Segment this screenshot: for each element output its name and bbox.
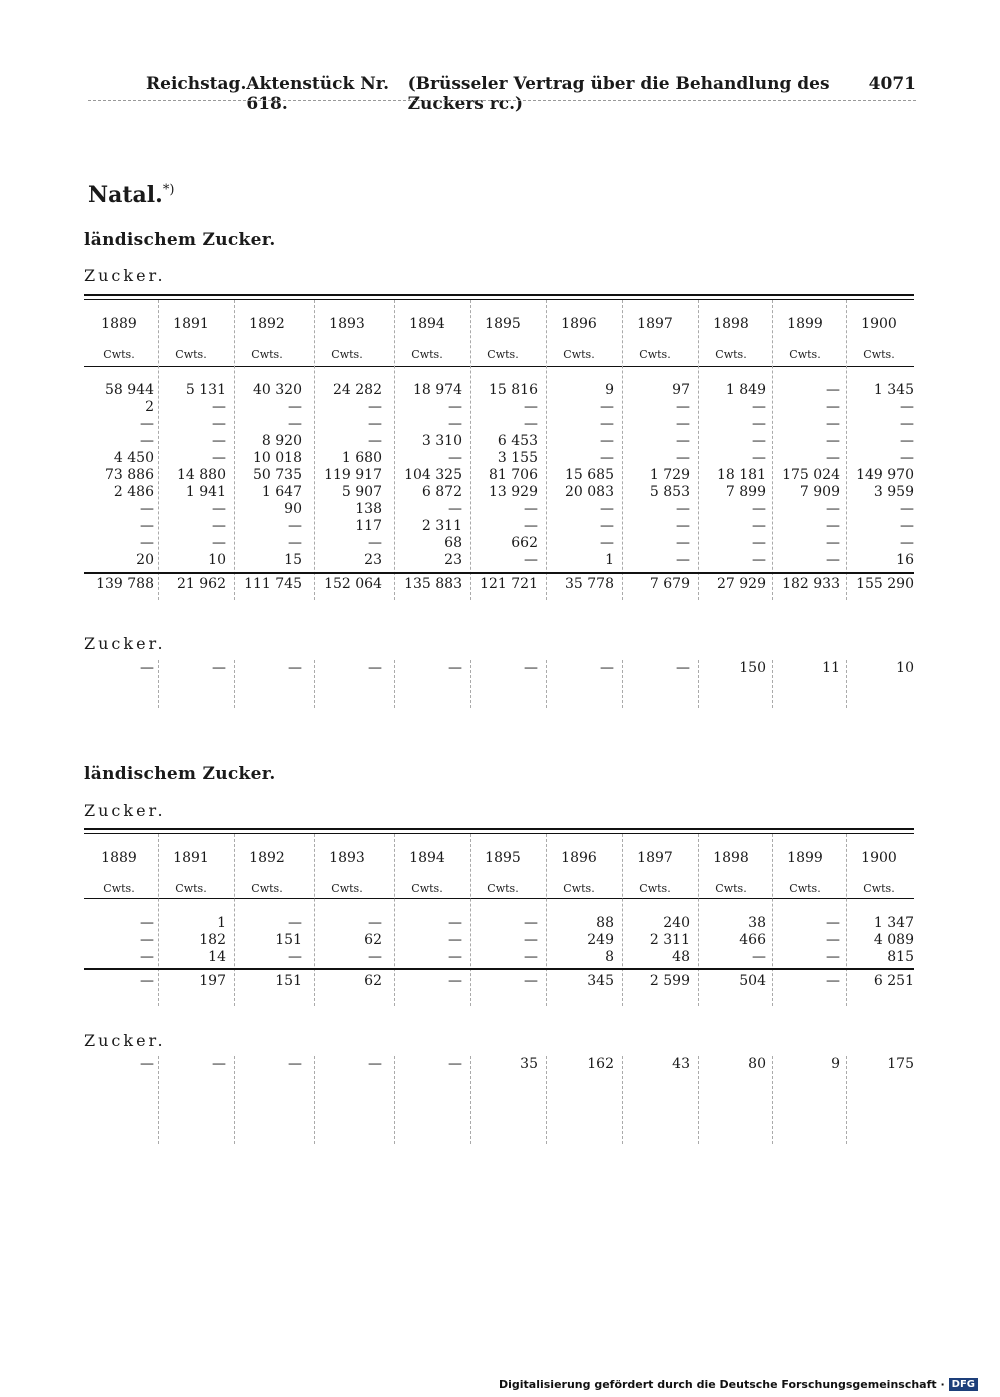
data-row-cell: 5 907 xyxy=(341,484,382,500)
data-row-cell: 3 155 xyxy=(497,450,538,466)
data-row-cell: — xyxy=(600,399,614,415)
data-row-cell: — xyxy=(140,949,154,965)
sub2-row-cell: 175 xyxy=(887,1056,914,1072)
data-row-cell: 9 xyxy=(605,382,614,398)
data-row-cell: 16 xyxy=(896,552,914,568)
data-row-cell: — xyxy=(676,399,690,415)
year-header: 1893 xyxy=(329,850,365,866)
totals-rule xyxy=(84,968,914,970)
data-row xyxy=(84,949,914,966)
data-row-cell: — xyxy=(524,518,538,534)
data-row-cell: — xyxy=(676,518,690,534)
unit-header: Cwts. xyxy=(863,882,895,895)
totals-row-cell: 121 721 xyxy=(480,576,538,592)
data-row-cell: 50 735 xyxy=(253,467,302,483)
data-row-cell: — xyxy=(752,450,766,466)
data-row-cell: — xyxy=(368,433,382,449)
data-row-cell: 2 xyxy=(145,399,154,415)
unit-header: Cwts. xyxy=(175,348,207,361)
data-row-cell: — xyxy=(212,501,226,517)
data-row-cell: 10 018 xyxy=(253,450,302,466)
data-row-cell: — xyxy=(752,535,766,551)
data-row-cell: 1 647 xyxy=(261,484,302,500)
data-row-cell: 90 xyxy=(284,501,302,517)
footnote-mark: *) xyxy=(162,182,175,198)
data-row-cell: — xyxy=(140,518,154,534)
data-row-cell: — xyxy=(900,535,914,551)
unit-header: Cwts. xyxy=(331,882,363,895)
data-row-cell: — xyxy=(826,433,840,449)
data-row-cell: 88 xyxy=(596,915,614,931)
data-row-cell: 1 347 xyxy=(873,915,914,931)
data-row-cell: — xyxy=(676,535,690,551)
data-row-cell: — xyxy=(288,416,302,432)
year-header: 1894 xyxy=(409,316,445,332)
totals-row-cell: — xyxy=(140,973,154,989)
year-header: 1892 xyxy=(249,850,285,866)
data-row-cell: — xyxy=(368,535,382,551)
data-row xyxy=(84,467,914,484)
data-row xyxy=(84,501,914,518)
data-row-cell: — xyxy=(140,501,154,517)
unit-header: Cwts. xyxy=(715,348,747,361)
data-row-cell: 6 872 xyxy=(421,484,462,500)
data-row-cell: 23 xyxy=(364,552,382,568)
data-row-cell: 175 024 xyxy=(782,467,840,483)
totals-row-cell: — xyxy=(524,973,538,989)
data-row-cell: — xyxy=(140,915,154,931)
data-row-cell: — xyxy=(212,399,226,415)
block1-table xyxy=(84,294,914,604)
sub2-row-cell: 11 xyxy=(822,660,840,676)
year-header: 1900 xyxy=(861,850,897,866)
year-header: 1900 xyxy=(861,316,897,332)
sub2-row-cell: 35 xyxy=(520,1056,538,1072)
running-head-middle: Aktenstück Nr. 618. xyxy=(246,74,390,114)
data-row-cell: 1 941 xyxy=(185,484,226,500)
data-row-cell: 14 xyxy=(208,949,226,965)
year-header: 1896 xyxy=(561,850,597,866)
data-row-cell: 1 729 xyxy=(649,467,690,483)
data-row-cell: 5 853 xyxy=(649,484,690,500)
sub2-row xyxy=(84,660,914,677)
data-row-cell: 20 083 xyxy=(565,484,614,500)
data-row-cell: — xyxy=(368,416,382,432)
unit-header: Cwts. xyxy=(487,882,519,895)
sub2-row-cell: 80 xyxy=(748,1056,766,1072)
block1-subheading: Zucker. xyxy=(84,266,166,285)
data-row-cell: 14 880 xyxy=(177,467,226,483)
block2-table xyxy=(84,828,914,1008)
header-bottom-rule xyxy=(84,898,914,899)
data-row-cell: — xyxy=(448,450,462,466)
data-row-cell: — xyxy=(212,416,226,432)
block1-heading: ländischem Zucker. xyxy=(84,230,276,250)
data-row xyxy=(84,382,914,399)
sub2-row-cell: — xyxy=(524,660,538,676)
data-row-cell: — xyxy=(600,535,614,551)
data-row-cell: 1 xyxy=(605,552,614,568)
data-row-cell: — xyxy=(448,501,462,517)
data-row-cell: — xyxy=(212,450,226,466)
block1-sub2-heading: Zucker. xyxy=(84,634,166,653)
year-header: 1892 xyxy=(249,316,285,332)
data-row-cell: 182 xyxy=(199,932,226,948)
data-row-cell: — xyxy=(368,399,382,415)
data-row-cell: 18 974 xyxy=(413,382,462,398)
sub2-row-cell: 9 xyxy=(831,1056,840,1072)
data-row-cell: — xyxy=(900,416,914,432)
data-row-cell: — xyxy=(448,949,462,965)
unit-header: Cwts. xyxy=(639,348,671,361)
data-row-cell: — xyxy=(524,552,538,568)
data-row-cell: — xyxy=(368,949,382,965)
data-row-cell: — xyxy=(900,399,914,415)
header-bottom-rule xyxy=(84,366,914,367)
data-row xyxy=(84,552,914,569)
sub2-row-cell: — xyxy=(212,660,226,676)
totals-rule xyxy=(84,572,914,574)
year-header: 1899 xyxy=(787,850,823,866)
sub2-row-cell: — xyxy=(676,660,690,676)
data-row-cell: — xyxy=(448,915,462,931)
sub2-row xyxy=(84,1056,914,1073)
data-row-cell: — xyxy=(676,416,690,432)
data-row-cell: — xyxy=(140,416,154,432)
unit-header: Cwts. xyxy=(175,882,207,895)
data-row-cell: 7 899 xyxy=(725,484,766,500)
unit-header: Cwts. xyxy=(411,882,443,895)
sub2-row-cell: 150 xyxy=(739,660,766,676)
totals-row-cell: 35 778 xyxy=(565,576,614,592)
data-row-cell: — xyxy=(524,932,538,948)
data-row-cell: — xyxy=(140,535,154,551)
block2-sub2-table xyxy=(84,1056,914,1146)
data-row-cell: — xyxy=(600,416,614,432)
data-row-cell: — xyxy=(826,382,840,398)
data-row xyxy=(84,433,914,450)
data-row-cell: 2 311 xyxy=(421,518,462,534)
data-row-cell: — xyxy=(826,399,840,415)
data-row-cell: 8 xyxy=(605,949,614,965)
data-row-cell: 4 089 xyxy=(873,932,914,948)
data-row-cell: — xyxy=(826,501,840,517)
totals-row-cell: 182 933 xyxy=(782,576,840,592)
data-row-cell: — xyxy=(826,932,840,948)
data-row-cell: 117 xyxy=(355,518,382,534)
data-row-cell: 38 xyxy=(748,915,766,931)
data-row-cell: 13 929 xyxy=(489,484,538,500)
data-row-cell: — xyxy=(676,433,690,449)
data-row xyxy=(84,416,914,433)
data-row-cell: 4 450 xyxy=(113,450,154,466)
unit-header: Cwts. xyxy=(103,882,135,895)
totals-row-cell: 197 xyxy=(199,973,226,989)
data-row-cell: — xyxy=(900,433,914,449)
data-row xyxy=(84,450,914,467)
data-row-cell: 15 xyxy=(284,552,302,568)
sub2-row-cell: — xyxy=(288,1056,302,1072)
data-row-cell: — xyxy=(288,949,302,965)
data-row-cell: — xyxy=(600,518,614,534)
data-row-cell: 119 917 xyxy=(324,467,382,483)
year-header: 1896 xyxy=(561,316,597,332)
block2-sub2-heading: Zucker. xyxy=(84,1031,166,1050)
data-row-cell: — xyxy=(448,932,462,948)
data-row-cell: 10 xyxy=(208,552,226,568)
data-row-cell: 151 xyxy=(275,932,302,948)
sub2-row-cell: — xyxy=(212,1056,226,1072)
data-row-cell: — xyxy=(448,416,462,432)
data-row xyxy=(84,518,914,535)
data-row-cell: — xyxy=(600,450,614,466)
data-row-cell: 240 xyxy=(663,915,690,931)
year-header: 1889 xyxy=(101,316,137,332)
data-row-cell: — xyxy=(600,433,614,449)
sub2-row-cell: — xyxy=(140,660,154,676)
data-row-cell: 24 282 xyxy=(333,382,382,398)
data-row-cell: 97 xyxy=(672,382,690,398)
sub2-row-cell: 162 xyxy=(587,1056,614,1072)
year-header: 1898 xyxy=(713,850,749,866)
unit-header: Cwts. xyxy=(103,348,135,361)
data-row-cell: 1 680 xyxy=(341,450,382,466)
year-header-row xyxy=(84,316,914,333)
page-number: 4071 xyxy=(868,74,916,94)
sub2-row-cell: — xyxy=(288,660,302,676)
data-row-cell: — xyxy=(524,501,538,517)
data-row-cell: — xyxy=(752,416,766,432)
dfg-logo: DFG xyxy=(949,1378,978,1391)
totals-row-cell: 21 962 xyxy=(177,576,226,592)
sub2-row-cell: 43 xyxy=(672,1056,690,1072)
sub2-row-cell: — xyxy=(448,660,462,676)
data-row-cell: — xyxy=(448,399,462,415)
data-row-cell: — xyxy=(524,949,538,965)
data-row xyxy=(84,932,914,949)
data-row-cell: 62 xyxy=(364,932,382,948)
totals-row-cell: 27 929 xyxy=(717,576,766,592)
totals-row xyxy=(84,576,914,593)
running-head-rule xyxy=(88,100,916,101)
data-row-cell: 1 849 xyxy=(725,382,766,398)
year-header: 1894 xyxy=(409,850,445,866)
section-title-text: Natal. xyxy=(88,182,163,208)
data-row-cell: 6 453 xyxy=(497,433,538,449)
data-row-cell: 40 320 xyxy=(253,382,302,398)
data-row-cell: — xyxy=(752,399,766,415)
unit-header: Cwts. xyxy=(251,348,283,361)
data-row xyxy=(84,915,914,932)
data-row-cell: — xyxy=(288,915,302,931)
data-row-cell: 815 xyxy=(887,949,914,965)
data-row-cell: — xyxy=(140,433,154,449)
data-row-cell: 1 345 xyxy=(873,382,914,398)
sub2-row-cell: — xyxy=(140,1056,154,1072)
data-row-cell: — xyxy=(752,949,766,965)
data-row-cell: — xyxy=(752,501,766,517)
data-row-cell: 249 xyxy=(587,932,614,948)
data-row-cell: — xyxy=(752,552,766,568)
totals-row-cell: — xyxy=(826,973,840,989)
data-row-cell: 15 685 xyxy=(565,467,614,483)
running-head-left: Reichstag. xyxy=(146,74,247,94)
data-row-cell: 104 325 xyxy=(404,467,462,483)
data-row-cell: — xyxy=(826,535,840,551)
totals-row-cell: 62 xyxy=(364,973,382,989)
block2-subheading: Zucker. xyxy=(84,801,166,820)
data-row-cell: — xyxy=(524,399,538,415)
sub2-row-cell: — xyxy=(600,660,614,676)
data-row-cell: — xyxy=(676,501,690,517)
data-row-cell: 3 310 xyxy=(421,433,462,449)
data-row-cell: 138 xyxy=(355,501,382,517)
data-row-cell: 15 816 xyxy=(489,382,538,398)
data-row-cell: — xyxy=(288,399,302,415)
totals-row-cell: 152 064 xyxy=(324,576,382,592)
totals-row-cell: 155 290 xyxy=(856,576,914,592)
data-row-cell: 73 886 xyxy=(105,467,154,483)
year-header: 1891 xyxy=(173,850,209,866)
data-row-cell: — xyxy=(212,535,226,551)
data-row xyxy=(84,484,914,501)
data-row-cell: 466 xyxy=(739,932,766,948)
data-row-cell: — xyxy=(826,552,840,568)
table-top-rule xyxy=(84,294,914,300)
section-title xyxy=(88,182,174,208)
unit-header: Cwts. xyxy=(411,348,443,361)
totals-row-cell: 151 xyxy=(275,973,302,989)
unit-header: Cwts. xyxy=(789,882,821,895)
data-row-cell: 3 959 xyxy=(873,484,914,500)
year-header: 1889 xyxy=(101,850,137,866)
data-row-cell: — xyxy=(524,915,538,931)
sub2-row-cell: — xyxy=(448,1056,462,1072)
year-header: 1897 xyxy=(637,850,673,866)
unit-header: Cwts. xyxy=(563,348,595,361)
data-row-cell: — xyxy=(368,915,382,931)
sub2-row-cell: — xyxy=(368,1056,382,1072)
data-row-cell: — xyxy=(826,915,840,931)
data-row-cell: — xyxy=(676,552,690,568)
data-row xyxy=(84,535,914,552)
totals-row-cell: 7 679 xyxy=(649,576,690,592)
data-row-cell: 20 xyxy=(136,552,154,568)
data-row-cell: — xyxy=(288,535,302,551)
unit-header: Cwts. xyxy=(639,882,671,895)
year-header-row xyxy=(84,850,914,867)
year-header: 1898 xyxy=(713,316,749,332)
data-row-cell: — xyxy=(900,450,914,466)
totals-row-cell: 6 251 xyxy=(873,973,914,989)
data-row-cell: — xyxy=(212,433,226,449)
data-row-cell: — xyxy=(676,450,690,466)
sub2-row-cell: — xyxy=(368,660,382,676)
year-header: 1899 xyxy=(787,316,823,332)
year-header: 1893 xyxy=(329,316,365,332)
data-row-cell: — xyxy=(826,518,840,534)
dfg-footer-text: Digitalisierung gefördert durch die Deutsche Forschungsgemeinschaft · xyxy=(498,1378,945,1391)
data-row-cell: — xyxy=(900,518,914,534)
data-row-cell: 8 920 xyxy=(261,433,302,449)
totals-row-cell: 2 599 xyxy=(649,973,690,989)
data-row-cell: 662 xyxy=(511,535,538,551)
data-row-cell: 23 xyxy=(444,552,462,568)
data-row-cell: — xyxy=(826,450,840,466)
unit-header-row xyxy=(84,346,914,363)
totals-row-cell: 111 745 xyxy=(244,576,302,592)
table-top-rule xyxy=(84,828,914,834)
data-row-cell: — xyxy=(288,518,302,534)
year-header: 1895 xyxy=(485,850,521,866)
data-row-cell: — xyxy=(752,518,766,534)
year-header: 1897 xyxy=(637,316,673,332)
unit-header: Cwts. xyxy=(789,348,821,361)
data-row-cell: 149 970 xyxy=(856,467,914,483)
dfg-footer xyxy=(499,1378,978,1391)
data-row-cell: — xyxy=(752,433,766,449)
data-row-cell: — xyxy=(826,949,840,965)
running-head-right: (Brüsseler Vertrag über die Behandlung des Zuckers rc.) xyxy=(407,74,830,114)
block2-heading: ländischem Zucker. xyxy=(84,764,276,784)
totals-row-cell: 135 883 xyxy=(404,576,462,592)
data-row-cell: 7 909 xyxy=(799,484,840,500)
data-row-cell: 18 181 xyxy=(717,467,766,483)
data-row-cell: 68 xyxy=(444,535,462,551)
data-row-cell: 2 486 xyxy=(113,484,154,500)
data-row-cell: 2 311 xyxy=(649,932,690,948)
data-row-cell: — xyxy=(826,416,840,432)
data-row-cell: — xyxy=(212,518,226,534)
unit-header: Cwts. xyxy=(863,348,895,361)
data-row-cell: — xyxy=(900,501,914,517)
sub2-row-cell: 10 xyxy=(896,660,914,676)
totals-row-cell: 345 xyxy=(587,973,614,989)
unit-header: Cwts. xyxy=(487,348,519,361)
data-row-cell: — xyxy=(140,932,154,948)
data-row-cell: — xyxy=(524,416,538,432)
unit-header: Cwts. xyxy=(251,882,283,895)
unit-header: Cwts. xyxy=(563,882,595,895)
running-head xyxy=(146,74,916,114)
unit-header-row xyxy=(84,880,914,897)
data-row-cell: 48 xyxy=(672,949,690,965)
year-header: 1895 xyxy=(485,316,521,332)
unit-header: Cwts. xyxy=(715,882,747,895)
year-header: 1891 xyxy=(173,316,209,332)
totals-row xyxy=(84,973,914,990)
data-row-cell: 58 944 xyxy=(105,382,154,398)
totals-row-cell: 504 xyxy=(739,973,766,989)
totals-row-cell: 139 788 xyxy=(96,576,154,592)
totals-row-cell: — xyxy=(448,973,462,989)
unit-header: Cwts. xyxy=(331,348,363,361)
data-row-cell: 81 706 xyxy=(489,467,538,483)
data-row-cell: 1 xyxy=(217,915,226,931)
data-row xyxy=(84,399,914,416)
data-row-cell: — xyxy=(600,501,614,517)
block1-sub2-table xyxy=(84,660,914,710)
data-row-cell: 5 131 xyxy=(185,382,226,398)
